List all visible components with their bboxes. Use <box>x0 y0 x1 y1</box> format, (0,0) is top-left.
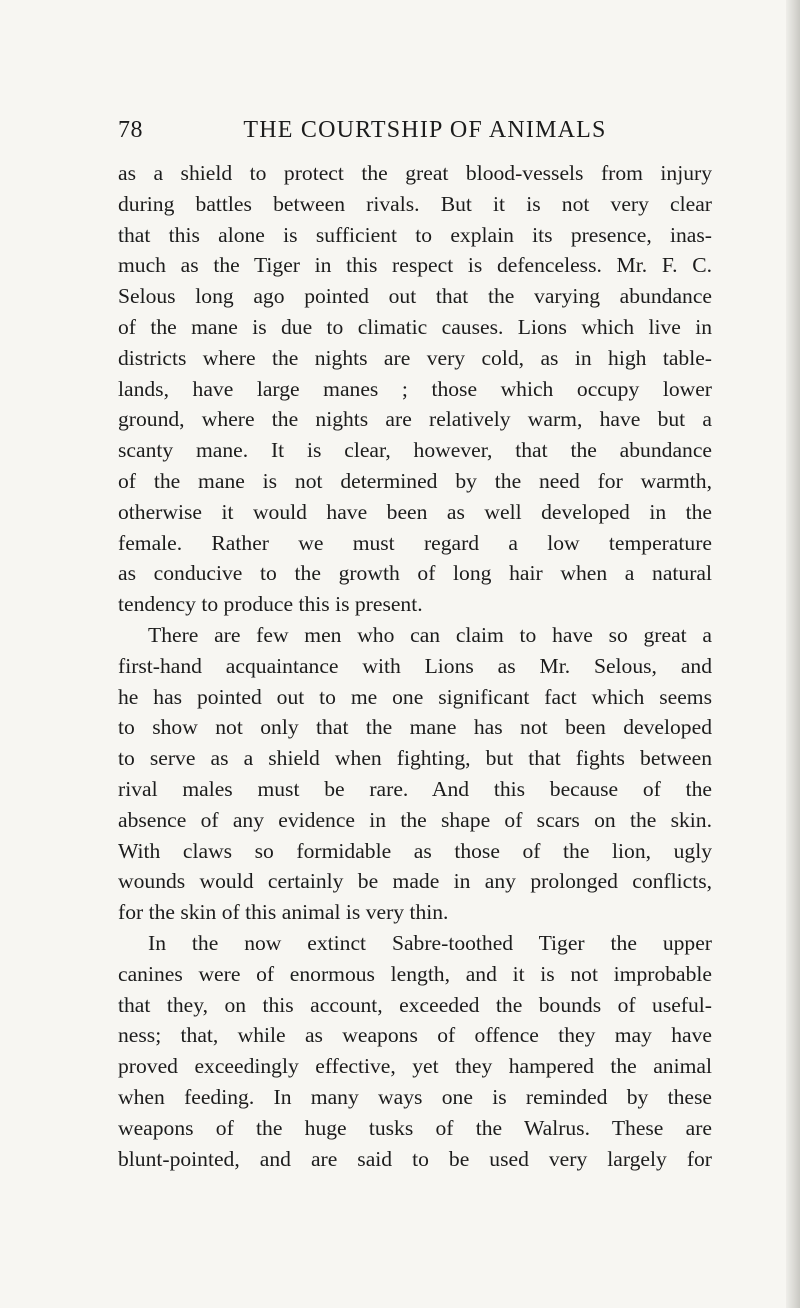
running-title: THE COURTSHIP OF ANIMALS <box>243 117 607 143</box>
text-line: as a shield to protect the great blood-vessels from injury <box>118 161 712 185</box>
text-line: to show not only that the mane has not been developed <box>118 715 712 740</box>
text-line: much as the Tiger in this respect is defenceless. Mr. F. C. <box>118 253 712 278</box>
text-line: districts where the nights are very cold, as in high table- <box>118 345 712 370</box>
text-line: blunt-pointed, and are said to be used very largely for <box>118 1146 712 1171</box>
paragraph-end-line: tendency to produce this is present. <box>118 592 423 617</box>
text-line: canines were of enormous length, and it is not improbable <box>118 961 712 986</box>
text-line: absence of any evidence in the shape of scars on the skin. <box>118 807 712 832</box>
text-line: during battles between rivals. But it is not very clear <box>118 191 712 216</box>
text-line: ness; that, while as weapons of offence they may have <box>118 1023 712 1048</box>
text-line: female. Rather we must regard a low temperature <box>118 530 712 555</box>
text-line: of the mane is not determined by the need for warmth, <box>118 468 712 493</box>
text-line: lands, have large manes ; those which occupy lower <box>118 376 712 401</box>
text-line: Selous long ago pointed out that the varying abundance <box>118 284 712 309</box>
text-line: as conducive to the growth of long hair when a natural <box>118 561 712 586</box>
text-line: first-hand acquaintance with Lions as Mr. Selous, and <box>118 653 712 678</box>
text-line: to serve as a shield when fighting, but that fights between <box>118 746 712 771</box>
page-number: 78 <box>118 117 143 143</box>
text-line: when feeding. In many ways one is reminded by these <box>118 1084 712 1109</box>
text-line: proved exceedingly effective, yet they hampered the animal <box>118 1054 712 1079</box>
text-line: that this alone is sufficient to explain its presence, inas- <box>118 222 712 247</box>
paragraph-start-line: In the now extinct Sabre-toothed Tiger the upper <box>148 930 712 955</box>
text-line: weapons of the huge tusks of the Walrus. These are <box>118 1115 712 1140</box>
paragraph-start-line: There are few men who can claim to have so great a <box>148 622 712 647</box>
running-header <box>118 112 714 148</box>
page-edge-shadow <box>786 0 800 1308</box>
text-line: wounds would certainly be made in any prolonged conflicts, <box>118 869 712 894</box>
paragraph-end-line: for the skin of this animal is very thin. <box>118 900 449 925</box>
text-line: he has pointed out to me one significant fact which seems <box>118 684 712 709</box>
text-line: of the mane is due to climatic causes. Lions which live in <box>118 314 712 339</box>
text-line: otherwise it would have been as well developed in the <box>118 499 712 524</box>
text-line: that they, on this account, exceeded the bounds of useful- <box>118 992 712 1017</box>
text-line: ground, where the nights are relatively warm, have but a <box>118 407 712 432</box>
text-line: scanty mane. It is clear, however, that the abundance <box>118 438 712 463</box>
body-text <box>118 158 712 1174</box>
text-line: With claws so formidable as those of the lion, ugly <box>118 838 712 863</box>
text-line: rival males must be rare. And this because of the <box>118 776 712 801</box>
